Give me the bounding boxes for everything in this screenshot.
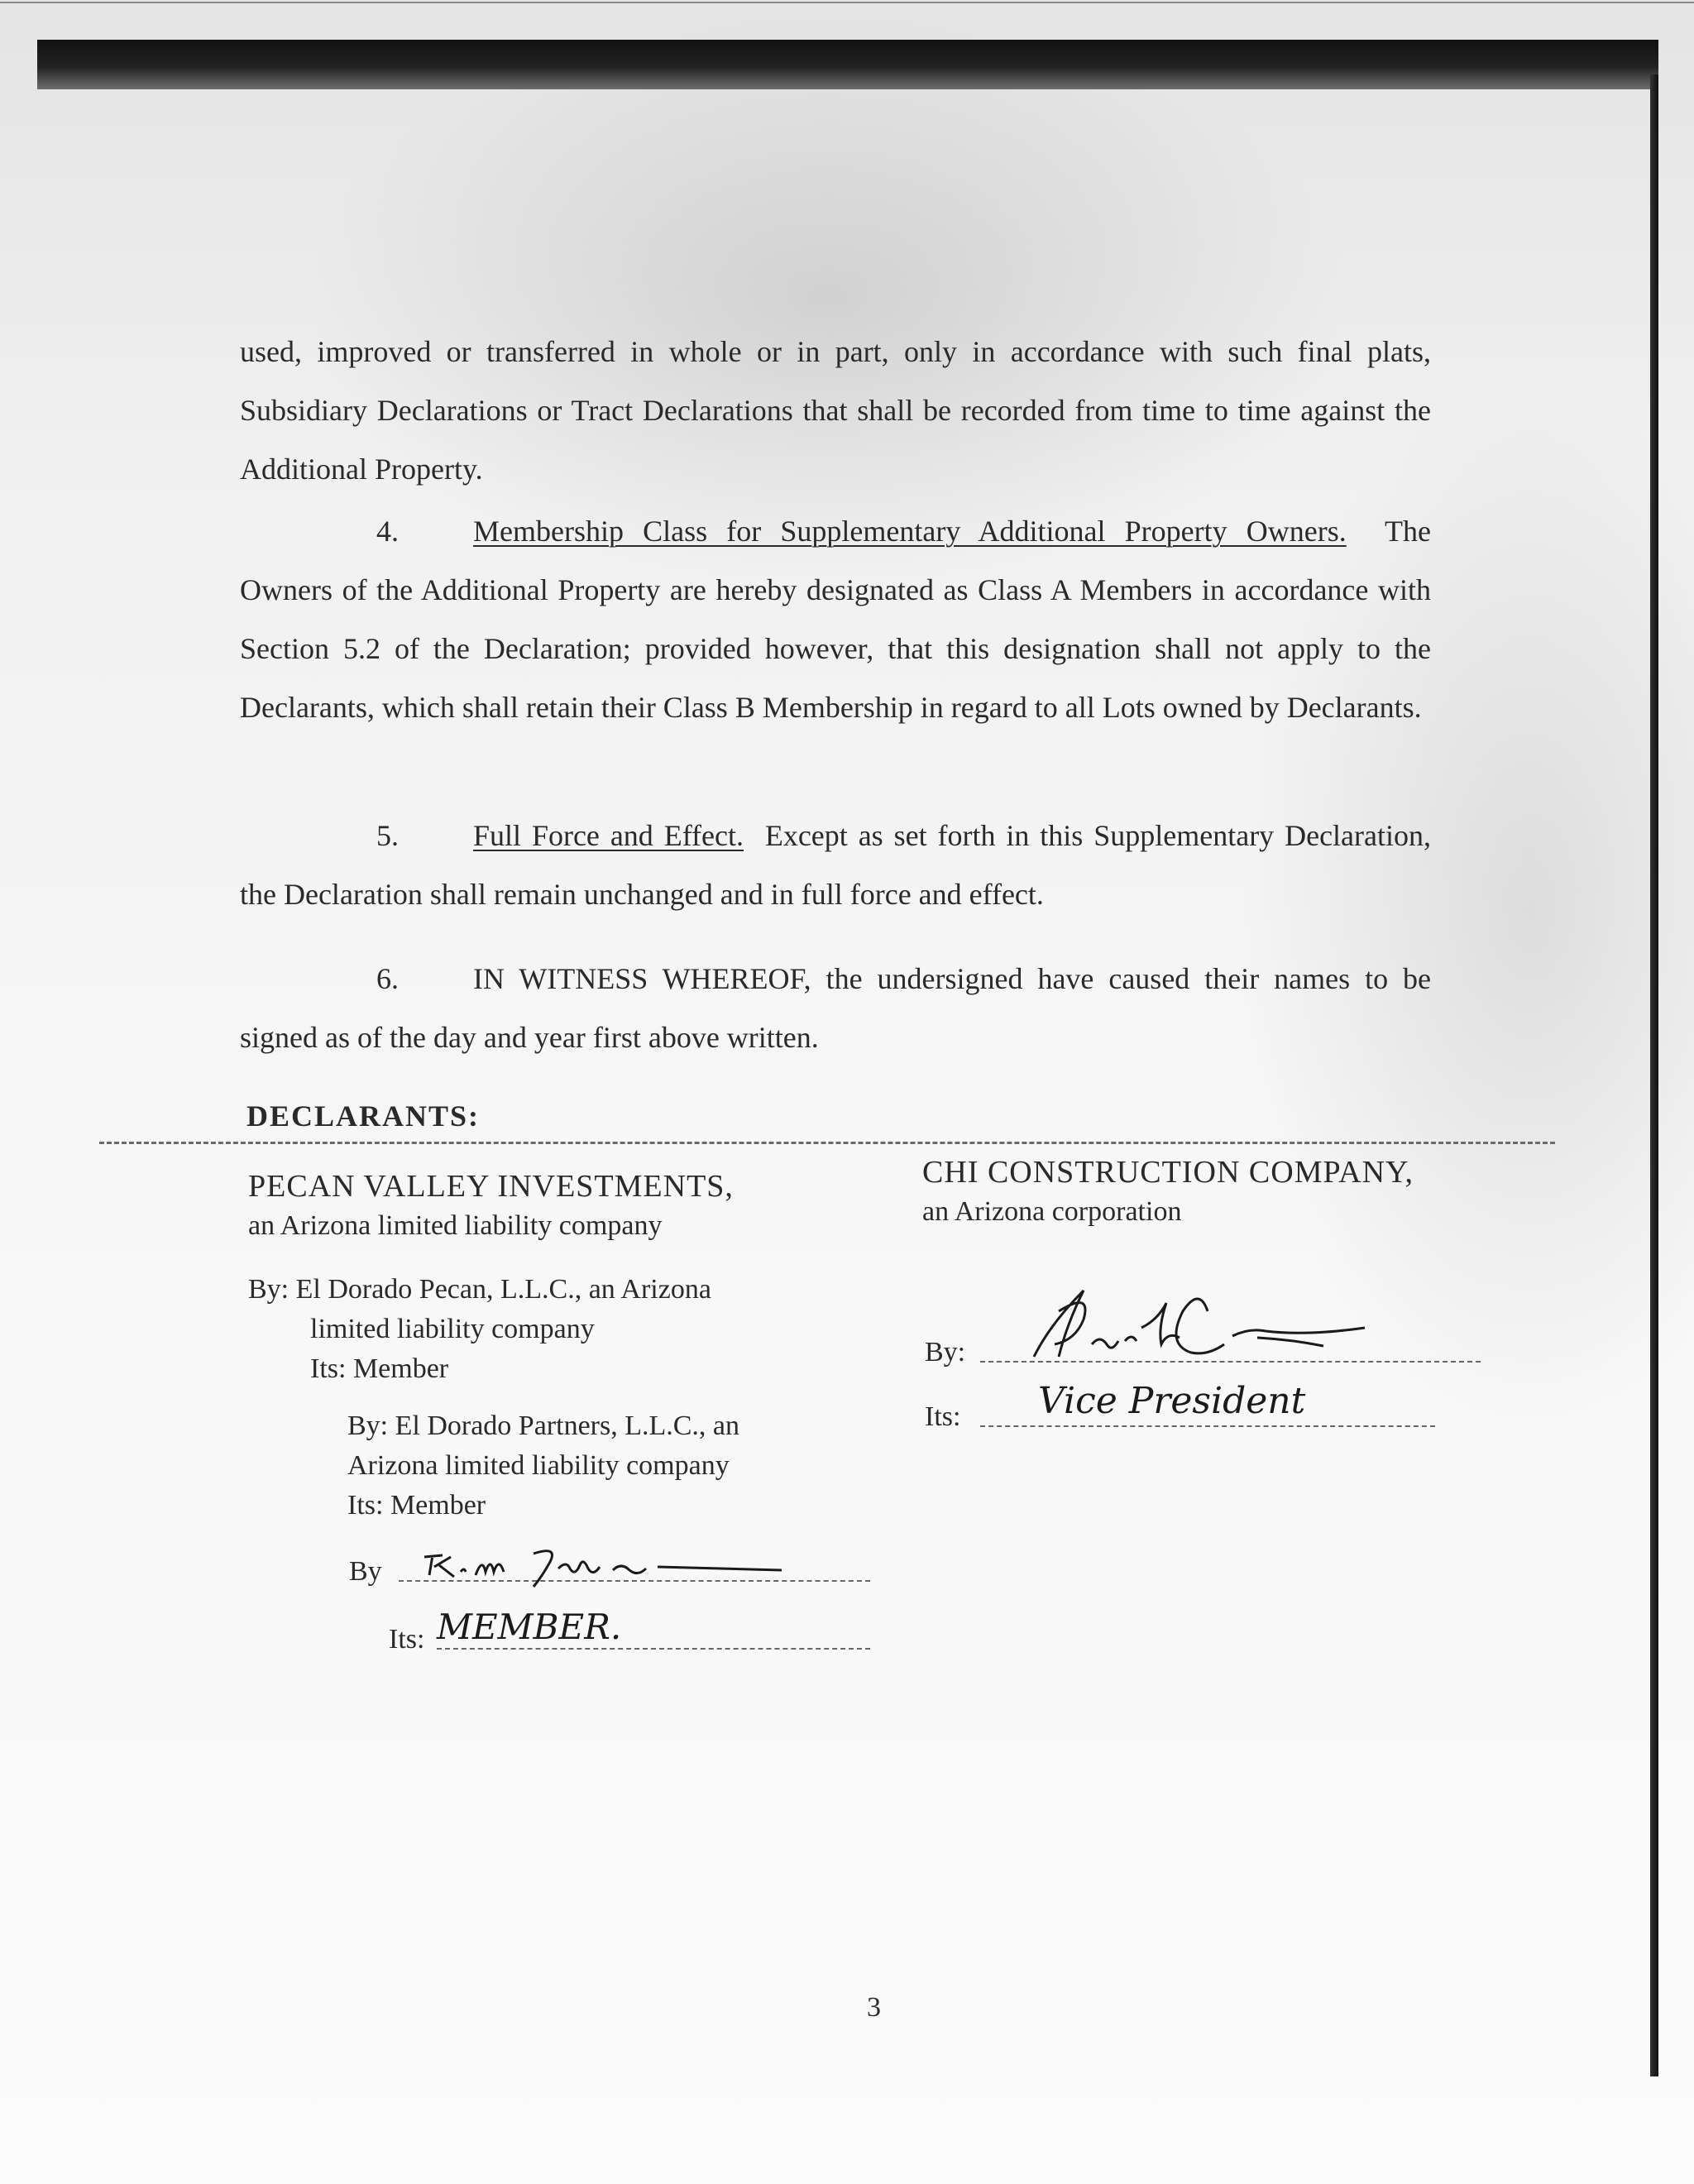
left-by-entity-2 (347, 1406, 739, 1525)
left-by-2-line1: By: El Dorado Partners, L.L.C., an (347, 1410, 740, 1441)
left-by-2-its: Its: Member (347, 1490, 486, 1521)
page-number: 3 (867, 1992, 881, 2023)
paragraph-5-text: Except as set forth in this Supplementary Declaration, the Declaration shall remain unchanged and in full force and effect. (240, 819, 1432, 911)
paragraph-5-number: 5. (376, 819, 399, 852)
left-company-type: an Arizona limited liability company (248, 1210, 663, 1241)
right-signatory-company (922, 1152, 1414, 1232)
right-its-label: Its: (925, 1401, 961, 1432)
paragraph-6 (240, 950, 1431, 1067)
right-company-name: CHI CONSTRUCTION COMPANY, (922, 1155, 1414, 1190)
left-by-2-line2: Arizona limited liability company (347, 1450, 730, 1481)
declarants-heading: DECLARANTS: (246, 1099, 481, 1133)
paragraph-6-text: IN WITNESS WHEREOF, the undersigned have caused their names to be signed as of the day and year first above written. (240, 962, 1431, 1054)
scan-top-edge (0, 2, 1694, 3)
left-company-name: PECAN VALLEY INVESTMENTS, (248, 1169, 734, 1204)
left-handwritten-signature (418, 1539, 798, 1588)
paragraph-5 (240, 807, 1431, 924)
left-by-label: By (349, 1556, 382, 1587)
paragraph-6-number: 6. (376, 962, 399, 995)
right-its-line (980, 1425, 1435, 1427)
right-handwritten-signature (1009, 1278, 1406, 1369)
scan-dashed-line (99, 1142, 1555, 1144)
paragraph-4-text: The Owners of the Additional Property are hereby designated as Class A Members in accordance with Section 5.2 of the Declaration; provided however, that this designation shall not apply to the Declarants, which shall retain their Class B Membership in regard to all Lots owned by Declarants. (240, 515, 1432, 724)
left-its-handwritten: MEMBER. (437, 1607, 622, 1647)
scan-right-edge (1650, 74, 1658, 2076)
left-by-1-its: Its: Member (310, 1353, 449, 1384)
paragraph-4-number: 4. (376, 515, 399, 548)
right-by-label: By: (925, 1337, 966, 1367)
right-company-type: an Arizona corporation (922, 1196, 1182, 1227)
paragraph-5-heading: Full Force and Effect. (473, 819, 744, 852)
paragraph-4 (240, 502, 1431, 737)
paragraph-4-heading: Membership Class for Supplementary Additional Property Owners. (473, 515, 1347, 548)
left-its-label: Its: (389, 1624, 425, 1655)
left-by-1-line2: limited liability company (310, 1314, 595, 1344)
right-its-handwritten: Vice President (1038, 1380, 1306, 1422)
left-its-line (437, 1648, 870, 1650)
paragraph-continuation: used, improved or transferred in whole or in part, only in accordance with such final plats, Subsidiary Declarations or Tract Declarations that shall be recorded from time to time against the Additional Property. (240, 335, 1431, 486)
left-by-entity-1 (248, 1270, 711, 1389)
scan-black-band (37, 40, 1658, 89)
left-by-1-line1: By: El Dorado Pecan, L.L.C., an Arizona (248, 1274, 711, 1305)
left-signatory-company (248, 1166, 734, 1246)
